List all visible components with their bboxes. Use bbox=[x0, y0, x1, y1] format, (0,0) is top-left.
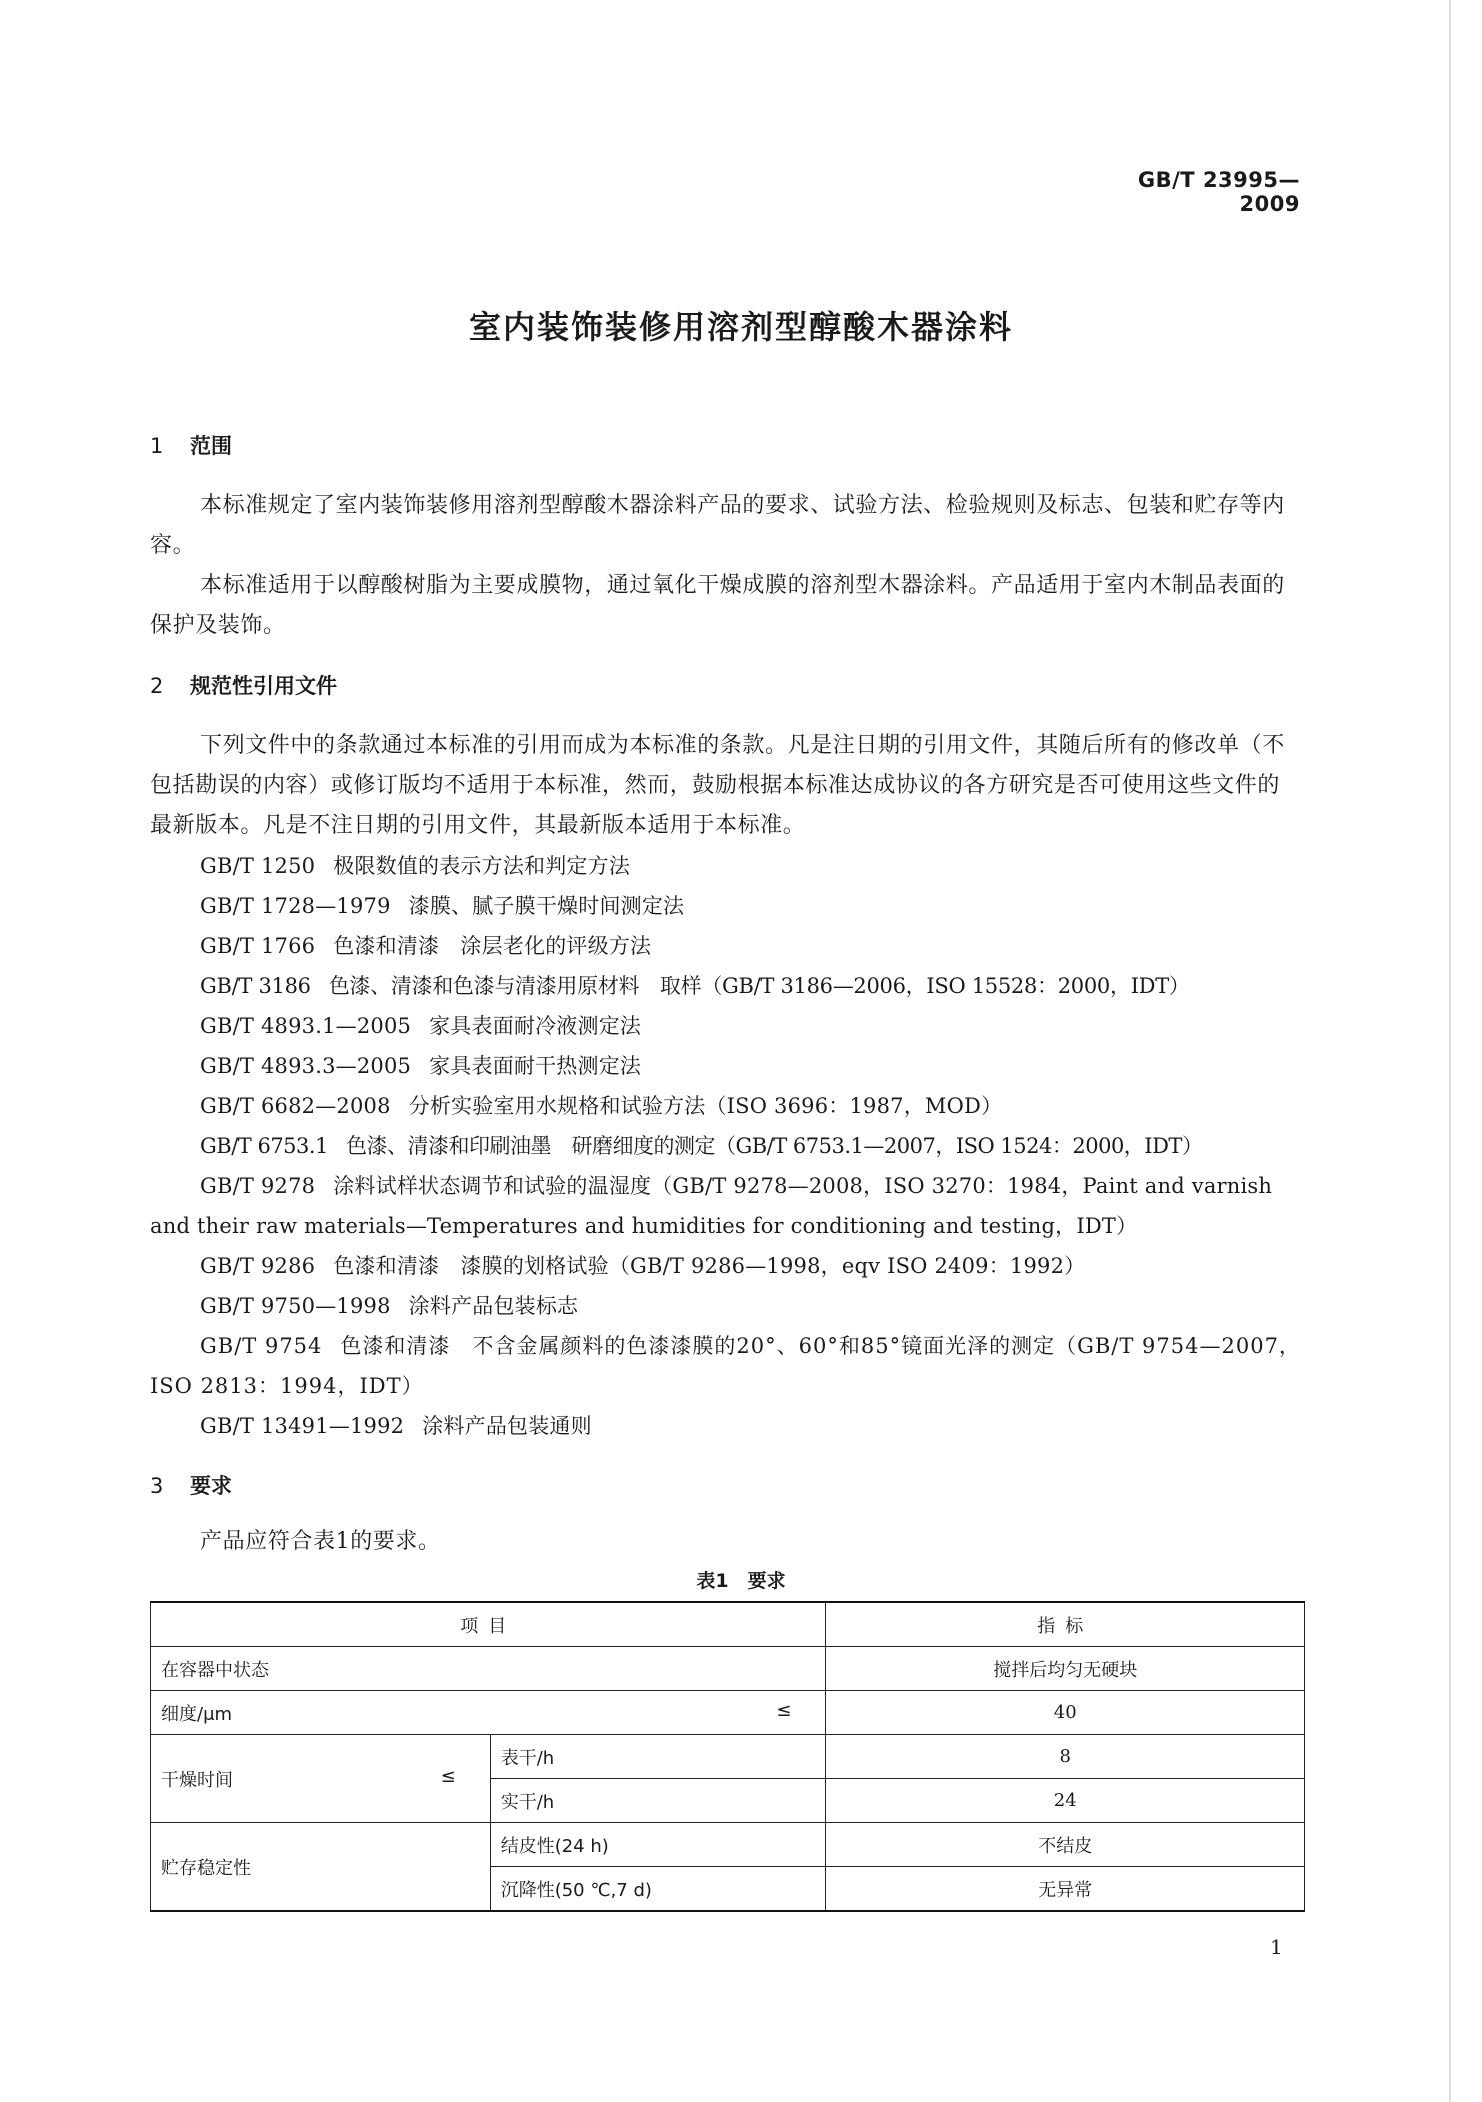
row-value: 24 bbox=[826, 1779, 1305, 1823]
requirements-table bbox=[150, 1601, 1305, 1912]
reference-text: 色漆、清漆和色漆与清漆用原材料 取样（GB/T 3186—2006，ISO 15528：2000，IDT） bbox=[328, 974, 1190, 998]
sub-row-label: 结皮性(24 h) bbox=[490, 1823, 826, 1867]
table-row bbox=[151, 1647, 1305, 1691]
reference-code: GB/T 13491—1992 bbox=[200, 1414, 405, 1438]
row-group-label-cell bbox=[151, 1735, 491, 1823]
reference-code: GB/T 9750—1998 bbox=[200, 1294, 391, 1318]
section-heading-requirements bbox=[150, 1470, 232, 1500]
reference-item bbox=[200, 1086, 1304, 1126]
section-title: 要求 bbox=[190, 1474, 232, 1498]
reference-item bbox=[200, 1246, 1304, 1286]
reference-text: 色漆和清漆 漆膜的划格试验（GB/T 9286—1998，eqv ISO 2409：1992） bbox=[333, 1254, 1086, 1278]
row-value: 无异常 bbox=[826, 1867, 1305, 1912]
row-value: 搅拌后均匀无硬块 bbox=[826, 1647, 1305, 1691]
reference-text: 色漆和清漆 涂层老化的评级方法 bbox=[333, 934, 652, 958]
reference-item bbox=[200, 846, 1304, 886]
document-title: 室内装饰装修用溶剂型醇酸木器涂料 bbox=[468, 308, 1013, 346]
row-label-cell bbox=[151, 1691, 826, 1735]
reference-text: 极限数值的表示方法和判定方法 bbox=[333, 854, 631, 878]
reference-item bbox=[150, 1166, 1302, 1246]
reference-code: GB/T 1250 bbox=[200, 854, 316, 878]
row-value: 8 bbox=[826, 1735, 1305, 1779]
reference-item bbox=[200, 1286, 1304, 1326]
table-row bbox=[151, 1735, 1305, 1779]
reference-code: GB/T 9278 bbox=[200, 1174, 316, 1198]
row-label: 干燥时间 bbox=[161, 1769, 233, 1791]
section-number: 1 bbox=[150, 434, 164, 458]
reference-text: 色漆、清漆和印刷油墨 研磨细度的测定（GB/T 6753.1—2007，ISO 1524：2000，IDT） bbox=[345, 1134, 1203, 1158]
standard-code: GB/T 23995—2009 bbox=[1137, 168, 1300, 216]
table-row bbox=[151, 1823, 1305, 1867]
section-heading-scope bbox=[150, 430, 232, 460]
reference-code: GB/T 6753.1 bbox=[200, 1134, 328, 1158]
reference-item bbox=[200, 926, 1304, 966]
row-label: 细度/μm bbox=[161, 1703, 233, 1725]
section-number: 3 bbox=[150, 1474, 164, 1498]
reference-code: GB/T 9286 bbox=[200, 1254, 316, 1278]
section-title: 范围 bbox=[190, 434, 232, 458]
reference-text: 涂料试样状态调节和试验的温湿度（GB/T 9278—2008，ISO 3270：1984，Paint and varnish and their raw materials—Temperatures and humidities for conditioning and testing，IDT） bbox=[150, 1174, 1273, 1238]
less-equal-symbol: ≤ bbox=[440, 1765, 456, 1787]
reference-code: GB/T 9754 bbox=[200, 1334, 323, 1358]
column-header-item: 项目 bbox=[151, 1602, 826, 1647]
section-heading-references bbox=[150, 670, 337, 700]
scope-paragraph-2: 本标准适用于以醇酸树脂为主要成膜物，通过氧化干燥成膜的溶剂型木器涂料。产品适用于室内木制品表面的保护及装饰。 bbox=[150, 573, 1285, 638]
sub-row-label: 实干/h bbox=[490, 1779, 826, 1823]
sub-row-label: 沉降性(50 ℃,7 d) bbox=[490, 1867, 826, 1912]
table-header-row bbox=[151, 1602, 1305, 1647]
row-value: 40 bbox=[826, 1691, 1305, 1735]
reference-item bbox=[200, 1126, 1304, 1166]
reference-text: 家具表面耐干热测定法 bbox=[429, 1054, 642, 1078]
references-intro: 下列文件中的条款通过本标准的引用而成为本标准的条款。凡是注日期的引用文件，其随后所有的修改单（不包括勘误的内容）或修订版均不适用于本标准，然而，鼓励根据本标准达成协议的各方研究是否可使用这些文件的最新版本。凡是不注日期的引用文件，其最新版本适用于本标准。 bbox=[150, 733, 1285, 838]
row-label: 在容器中状态 bbox=[151, 1647, 826, 1691]
reference-text: 漆膜、腻子膜干燥时间测定法 bbox=[408, 894, 685, 918]
reference-code: GB/T 4893.1—2005 bbox=[200, 1014, 412, 1038]
row-value: 不结皮 bbox=[826, 1823, 1305, 1867]
sub-row-label: 表干/h bbox=[490, 1735, 826, 1779]
reference-item bbox=[200, 1046, 1304, 1086]
reference-item bbox=[200, 1406, 1304, 1446]
reference-item bbox=[200, 1006, 1304, 1046]
reference-code: GB/T 4893.3—2005 bbox=[200, 1054, 412, 1078]
section-title: 规范性引用文件 bbox=[190, 674, 337, 698]
reference-text: 涂料产品包装标志 bbox=[408, 1294, 579, 1318]
reference-code: GB/T 6682—2008 bbox=[200, 1094, 391, 1118]
table-caption: 表1 要求 bbox=[696, 1570, 786, 1592]
page-number: 1 bbox=[1270, 1935, 1283, 1959]
reference-text: 色漆和清漆 不含金属颜料的色漆漆膜的20°、60°和85°镜面光泽的测定（GB/T 9754—2007，ISO 2813：1994，IDT） bbox=[150, 1334, 1301, 1398]
reference-item bbox=[150, 1326, 1302, 1406]
column-header-value: 指标 bbox=[826, 1602, 1305, 1647]
reference-text: 分析实验室用水规格和试验方法（ISO 3696：1987，MOD） bbox=[408, 1094, 1003, 1118]
reference-item bbox=[200, 886, 1304, 926]
section-number: 2 bbox=[150, 674, 164, 698]
reference-code: GB/T 1766 bbox=[200, 934, 316, 958]
reference-text: 涂料产品包装通则 bbox=[422, 1414, 592, 1438]
reference-code: GB/T 3186 bbox=[200, 974, 311, 998]
less-equal-symbol: ≤ bbox=[776, 1699, 792, 1721]
reference-text: 家具表面耐冷液测定法 bbox=[429, 1014, 642, 1038]
requirements-intro: 产品应符合表1的要求。 bbox=[200, 1529, 441, 1554]
table-row bbox=[151, 1691, 1305, 1735]
scope-paragraph-1: 本标准规定了室内装饰装修用溶剂型醇酸木器涂料产品的要求、试验方法、检验规则及标志、包装和贮存等内容。 bbox=[150, 493, 1285, 558]
row-label: 贮存稳定性 bbox=[151, 1823, 491, 1912]
reference-code: GB/T 1728—1979 bbox=[200, 894, 391, 918]
reference-item bbox=[200, 966, 1304, 1006]
